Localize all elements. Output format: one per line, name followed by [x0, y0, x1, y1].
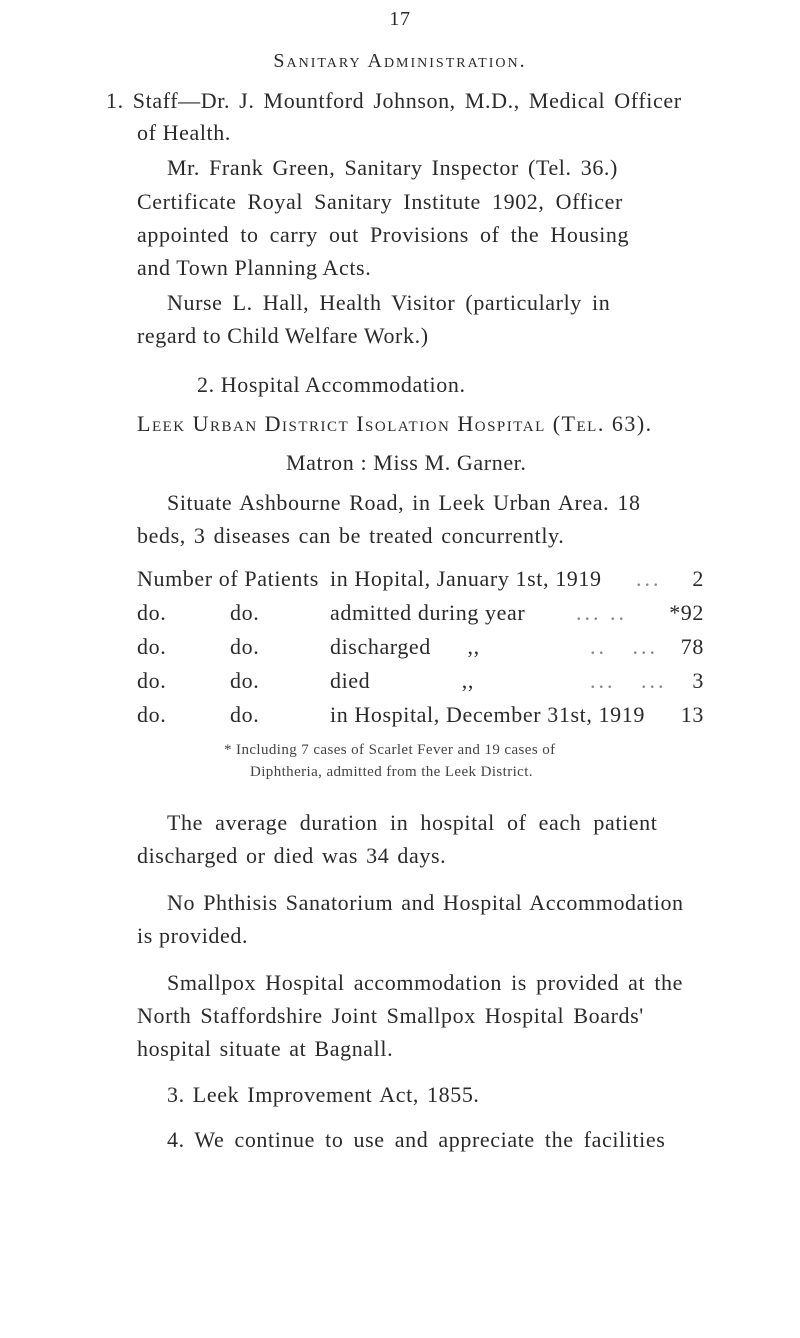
staff-line-3: Mr. Frank Green, Sanitary Inspector (Tel. 36.): [167, 155, 618, 180]
staff-line-6: and Town Planning Acts.: [137, 255, 372, 280]
row-label-ditto: do.: [230, 600, 260, 625]
row-description: discharged ,,: [330, 634, 480, 659]
row-label-ditto: do.: [230, 634, 260, 659]
row-value: 13: [680, 702, 704, 727]
row-label-ditto: do.: [230, 668, 260, 693]
smallpox-line-1: Smallpox Hospital accommodation is provided at the: [167, 970, 684, 995]
row-label: do.: [137, 668, 167, 693]
phthisis-line-2: is provided.: [137, 923, 249, 948]
row-value: 78: [680, 634, 704, 659]
row-description: in Hopital, January 1st, 1919: [330, 566, 602, 591]
staff-line-5: appointed to carry out Provisions of the Housing: [137, 222, 630, 247]
phthisis-line-1: No Phthisis Sanatorium and Hospital Accommodation: [167, 890, 684, 915]
row-value: 2: [692, 566, 704, 591]
smallpox-line-2: North Staffordshire Joint Smallpox Hospital Boards': [137, 1003, 644, 1028]
hospital-matron: Matron : Miss M. Garner.: [286, 450, 527, 475]
row-description: died ,,: [330, 668, 474, 693]
row-dots: ...: [636, 566, 662, 591]
page-number: 17: [389, 8, 411, 30]
staff-line-1: 1. Staff—Dr. J. Mountford Johnson, M.D., Medical Officer: [106, 88, 682, 113]
staff-line-4: Certificate Royal Sanitary Institute 1902, Officer: [137, 189, 623, 214]
hospital-situate-line-2: beds, 3 diseases can be treated concurrently.: [137, 523, 565, 548]
hospital-section-title: 2. Hospital Accommodation.: [197, 372, 466, 397]
hospital-name: Leek Urban District Isolation Hospital (Tel. 63).: [137, 411, 653, 436]
row-dots: .. ...: [590, 634, 658, 659]
row-label: Number of Patients: [137, 566, 319, 591]
staff-line-2: of Health.: [137, 120, 231, 145]
row-label: do.: [137, 634, 167, 659]
row-description: admitted during year: [330, 600, 526, 625]
hospital-situate-line-1: Situate Ashbourne Road, in Leek Urban Area. 18: [167, 490, 641, 515]
item-4: 4. We continue to use and appreciate the facilities: [167, 1127, 666, 1152]
average-line-2: discharged or died was 34 days.: [137, 843, 447, 868]
row-label: do.: [137, 702, 167, 727]
staff-line-7: Nurse L. Hall, Health Visitor (particularly in: [167, 290, 611, 315]
row-value: *92: [669, 600, 704, 625]
footnote-line-2: Diphtheria, admitted from the Leek District.: [250, 764, 533, 780]
row-dots: ... ..: [576, 600, 627, 625]
row-dots: ... ...: [590, 668, 667, 693]
row-label-ditto: do.: [230, 702, 260, 727]
smallpox-line-3: hospital situate at Bagnall.: [137, 1036, 394, 1061]
section-heading: Sanitary Administration.: [273, 50, 527, 72]
staff-line-8: regard to Child Welfare Work.): [137, 323, 429, 348]
footnote-line-1: * Including 7 cases of Scarlet Fever and 19 cases of: [224, 742, 556, 758]
row-description: in Hospital, December 31st, 1919: [330, 702, 645, 727]
item-3: 3. Leek Improvement Act, 1855.: [167, 1082, 480, 1107]
row-label: do.: [137, 600, 167, 625]
average-line-1: The average duration in hospital of each patient: [167, 810, 658, 835]
row-value: 3: [692, 668, 704, 693]
